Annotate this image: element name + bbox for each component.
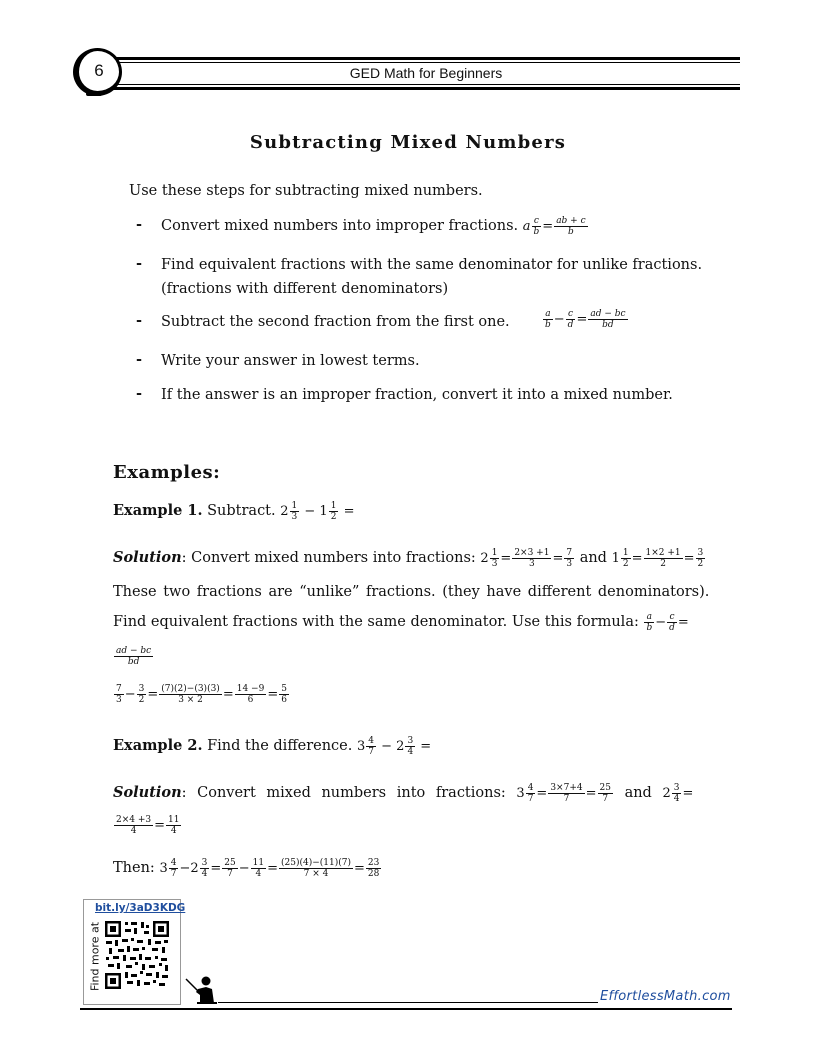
- page-title: Subtracting Mixed Numbers: [249, 132, 567, 153]
- example-1-prompt: Subtract.: [207, 503, 276, 519]
- teacher-icon: [184, 975, 218, 1005]
- example-1-formula-continued: $\frac{ad - bc}{bd}$: [116, 646, 152, 667]
- footer-rule-bottom: [80, 1008, 732, 1010]
- example-1-solution: [113, 548, 706, 569]
- example-2-solution: [113, 783, 693, 804]
- step-2-note: (fractions with different denominators): [161, 281, 449, 297]
- intro-text: Use these steps for subtracting mixed numbers.: [129, 183, 483, 199]
- example-1-conversion: 2 $\frac{1}{3}$ = $\frac{2\times 3 +1}{3}$ = $\frac{7}{3}$: [480, 548, 573, 569]
- example-1-formula: $\frac{a}{b}$ − $\frac{c}{d}$ =: [646, 612, 689, 633]
- step-3: Subtract the second fraction from the first one.: [161, 314, 510, 330]
- solution-text: : Convert mixed numbers into fractions:: [181, 785, 506, 801]
- example-2-calculation: 3 $\frac{4}{7}$ −2 $\frac{3}{4}$ = $\frac{25}{7}$ − $\frac{11}{4}$ = $\frac{(25)(4)-(11)(7)}{7 \times 4}$ = $\frac{23}{28}$: [159, 858, 380, 879]
- examples-heading: Examples:: [113, 462, 221, 483]
- example-1-line-3: [113, 612, 689, 633]
- then-word: Then:: [113, 860, 155, 876]
- step-1-formula: a $\frac{c}{b}$ = $\frac{ab + c}{b}$: [522, 216, 586, 237]
- solution-text: : Convert mixed numbers into fractions:: [181, 550, 476, 566]
- and-word: and: [624, 785, 652, 801]
- example-1-expression: 2 $\frac{1}{3}$ − 1 $\frac{1}{2}$ =: [280, 501, 355, 522]
- step-5: If the answer is an improper fraction, convert it into a mixed number.: [161, 387, 673, 403]
- header-rule-top-thin: [112, 62, 740, 63]
- step-1: [161, 216, 589, 237]
- step-2: Find equivalent fractions with the same denominator for unlike fractions.: [161, 257, 703, 273]
- header-rule-bottom-thin: [112, 84, 740, 85]
- bullet-dash: -: [136, 255, 143, 272]
- and-word: and: [579, 550, 607, 566]
- step-3-formula: $\frac{a}{b}$ − $\frac{c}{d}$ = $\frac{ad - bc}{bd}$: [545, 309, 626, 330]
- site-name: EffortlessMath.com: [600, 989, 731, 1004]
- example-2-prompt: Find the difference.: [207, 738, 353, 754]
- footer-rule: [218, 1002, 598, 1003]
- example-2-conversion-continued: $\frac{2\times 4 +3}{4}$ = $\frac{11}{4}$: [116, 815, 180, 836]
- page-number: 6: [73, 48, 122, 96]
- example-2-conversion-2: 2 $\frac{3}{4}$ =: [662, 783, 694, 804]
- example-1-conversion-2: 1 $\frac{1}{2}$ = $\frac{1\times 2 +1}{2}$ = $\frac{3}{2}$: [611, 548, 704, 569]
- find-more-label: Find more at: [88, 921, 102, 992]
- formula-intro: Find equivalent fractions with the same denominator. Use this formula:: [113, 614, 639, 630]
- solution-label: Solution: [113, 784, 182, 801]
- example-2-expression: 3 $\frac{4}{7}$ − 2 $\frac{3}{4}$ =: [356, 736, 432, 757]
- bullet-dash: -: [136, 216, 143, 233]
- example-1: [113, 501, 354, 522]
- page-number-stand: [86, 92, 102, 96]
- example-2-then: [113, 858, 382, 879]
- book-title: GED Math for Beginners: [349, 65, 503, 81]
- qr-code-icon[interactable]: [104, 920, 170, 990]
- bullet-dash: -: [136, 385, 143, 402]
- bullet-dash: -: [136, 312, 143, 329]
- solution-label: Solution: [113, 549, 182, 566]
- header-rule-top: [112, 57, 740, 60]
- step-4: Write your answer in lowest terms.: [161, 353, 420, 369]
- step-1-text: Convert mixed numbers into improper fractions.: [161, 218, 519, 234]
- example-2: [113, 736, 431, 757]
- example-1-line-2: These two fractions are “unlike” fractions. (they have different denominators).: [113, 584, 710, 600]
- qr-link[interactable]: bit.ly/3aD3KDG: [95, 902, 186, 914]
- bullet-dash: -: [136, 351, 143, 368]
- example-1-calculation: $\frac{7}{3}$ − $\frac{3}{2}$ = $\frac{(7)(2)-(3)(3)}{3 \times 2}$ = $\frac{14 -9}{6}$ = $\frac{5}{6}$: [116, 684, 287, 705]
- example-2-label: Example 2.: [113, 737, 203, 754]
- example-1-label: Example 1.: [113, 502, 203, 519]
- header-rule-bottom: [112, 87, 740, 90]
- example-2-conversion: 3 $\frac{4}{7}$ = $\frac{3\times 7+4}{7}$ = $\frac{25}{7}$: [516, 783, 611, 804]
